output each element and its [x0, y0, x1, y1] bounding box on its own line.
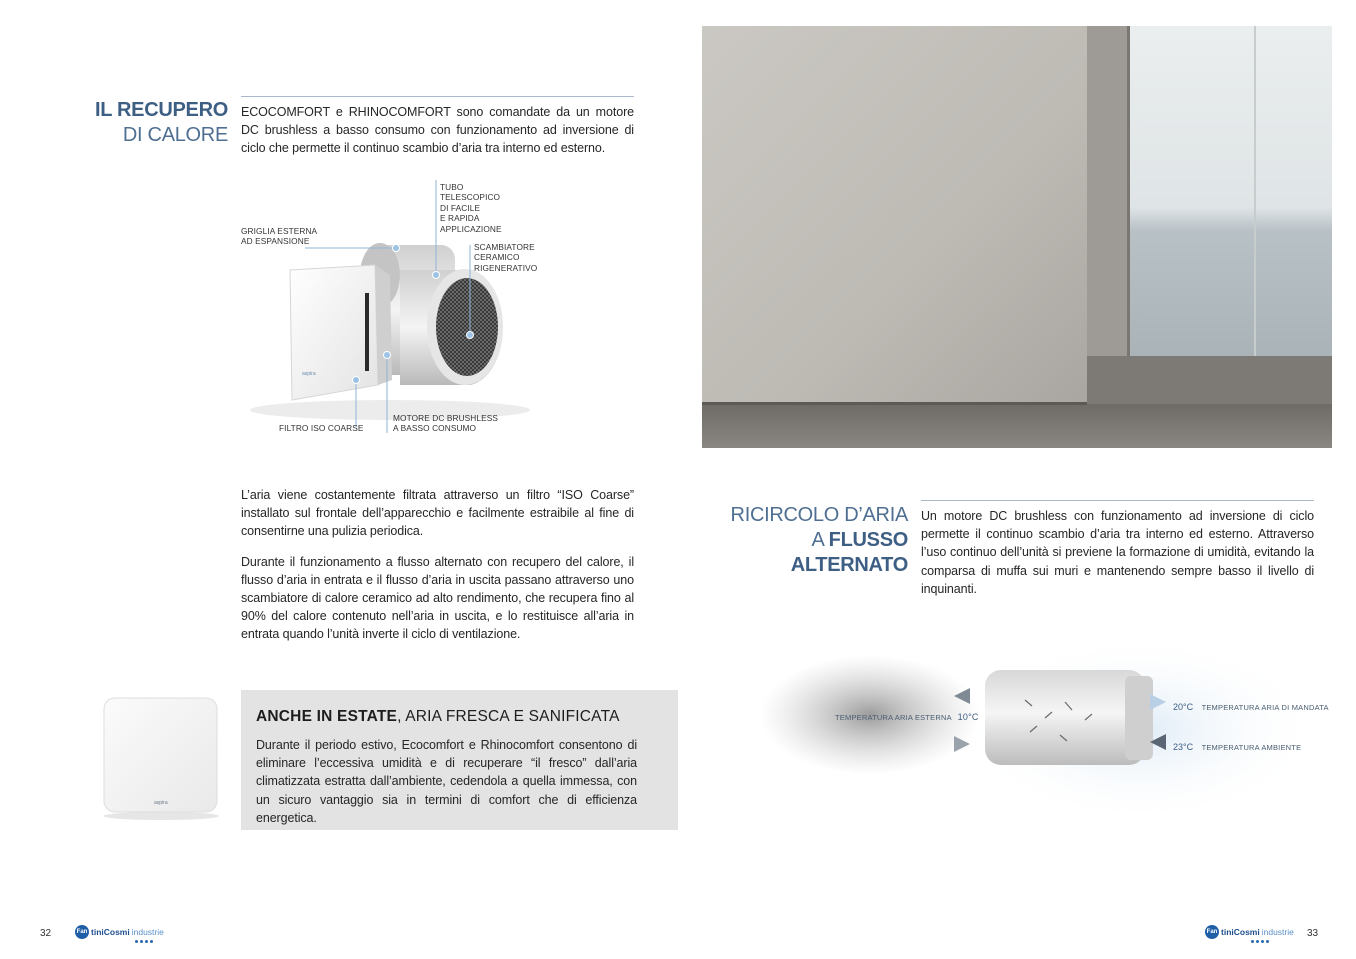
front-plate-illustration [96, 692, 226, 822]
product-front-plate [96, 692, 226, 822]
plate-brand-small: aspira [154, 800, 168, 806]
brand-logo-left [75, 925, 164, 943]
logo-suffix-right: industrie [1261, 927, 1294, 937]
brand-logo-right [1205, 925, 1294, 943]
logo-suffix: industrie [131, 927, 164, 937]
summer-box-title [256, 708, 636, 726]
dot-motore [384, 352, 391, 359]
title-line-1: IL RECUPERO [94, 99, 228, 121]
temp-external: 10°C [957, 712, 979, 722]
paragraph-scambiatore: Durante il funzionamento a flusso alternato con recupero del calore, il flusso d’aria in entrata e il flusso d’aria in uscita passano attraverso uno scambiatore di calore ceramico ad alto rendimento, che recupera fino al 90% del calore contenuto nell’aria in uscita, e lo restituisce all’aria in entrata quando l’unità inverte il ciclo di ventilazione. [241, 554, 634, 642]
body-text-block [241, 486, 634, 644]
logo-dots [135, 940, 164, 943]
temp-supply: 20°C [1173, 702, 1194, 712]
paragraph-filtro: L’aria viene costantemente filtrata attraverso un filtro “ISO Coarse” installato sul frontale dell’apparecchio e facilmente estraibile al fine di consentirne una pulizia periodica. [241, 488, 634, 539]
callout-filtro: FILTRO ISO COARSE [279, 423, 364, 433]
dot-tubo [433, 272, 440, 279]
room-photo [702, 26, 1332, 448]
label-room-air [1173, 737, 1301, 755]
label-external-air-text: TEMPERATURA ARIA ESTERNA [835, 713, 952, 722]
dot-griglia [393, 245, 400, 252]
callout-tubo: TUBO TELESCOPICO DI FACILE E RAPIDA APPLICAZIONE [440, 182, 502, 234]
title-ricircolo-line-2 [700, 528, 908, 578]
room-illustration [702, 26, 1332, 448]
intro-paragraph: ECOCOMFORT e RHINOCOMFORT sono comandate da un motore DC brushless a basso consumo con funzionamento ad inversione di ciclo che permette il continuo scambio d’aria tra interno ed esterno. [241, 105, 634, 156]
logo-circle: Fan [75, 925, 89, 939]
summer-title-bold: ANCHE IN ESTATE [256, 708, 398, 725]
title-ricircolo-prefix: A [811, 529, 829, 551]
label-supply-air [1173, 697, 1329, 715]
label-room-text: TEMPERATURA AMBIENTE [1201, 743, 1302, 752]
section-title-recupero [90, 98, 228, 148]
ricircolo-paragraph: Un motore DC brushless con funzionamento ad inversione di ciclo permette il continuo scambio d’aria tra interno ed esterno. Attraverso l’uso continuo dell’unità si previene la formazione di umidità, evitando la comparsa di muffa sui muri e mantenendo sempre basso il livello di inquinanti. [921, 509, 1314, 596]
section-title-ricircolo [700, 503, 908, 578]
logo-circle-right: Fan [1205, 925, 1219, 939]
plate-brand: aspira [302, 371, 316, 377]
temp-room: 23°C [1173, 742, 1194, 752]
title-ricircolo-line-1: RICIRCOLO D’ARIA [730, 504, 908, 526]
label-external-air [835, 712, 979, 722]
page-number-left: 32 [40, 928, 52, 939]
logo-name: tiniCosmi [91, 927, 130, 937]
title-line-2: DI CALORE [122, 124, 228, 146]
callout-motore: MOTORE DC BRUSHLESS A BASSO CONSUMO [393, 413, 499, 434]
summer-box-text: Durante il periodo estivo, Ecocomfort e Rhinocomfort consentono di eliminare l’eccessiva umidità e di recuperare “il fresco” dall’aria climatizzata estratta dall’ambiente, cedendola a quella immessa, con un sicuro vantaggio sia in termini di comfort che di efficienza energetica. [256, 738, 637, 825]
logo-name-right: tiniCosmi [1221, 927, 1260, 937]
summer-title-rest: , ARIA FRESCA E SANIFICATA [397, 708, 620, 725]
callout-scambiatore: SCAMBIATORE CERAMICO RIGENERATIVO [474, 242, 538, 273]
label-supply-text: TEMPERATURA ARIA DI MANDATA [1201, 703, 1329, 712]
callout-griglia: GRIGLIA ESTERNA AD ESPANSIONE [241, 226, 318, 247]
summer-box [241, 690, 678, 830]
dot-filtro [353, 377, 360, 384]
divider-top-right [921, 500, 1314, 501]
divider-top-left [241, 96, 634, 97]
logo-dots-right [1251, 940, 1294, 943]
dot-scambiatore [467, 332, 474, 339]
page-number-right: 33 [1307, 928, 1319, 939]
title-ricircolo-bold: FLUSSO ALTERNATO [790, 529, 908, 576]
